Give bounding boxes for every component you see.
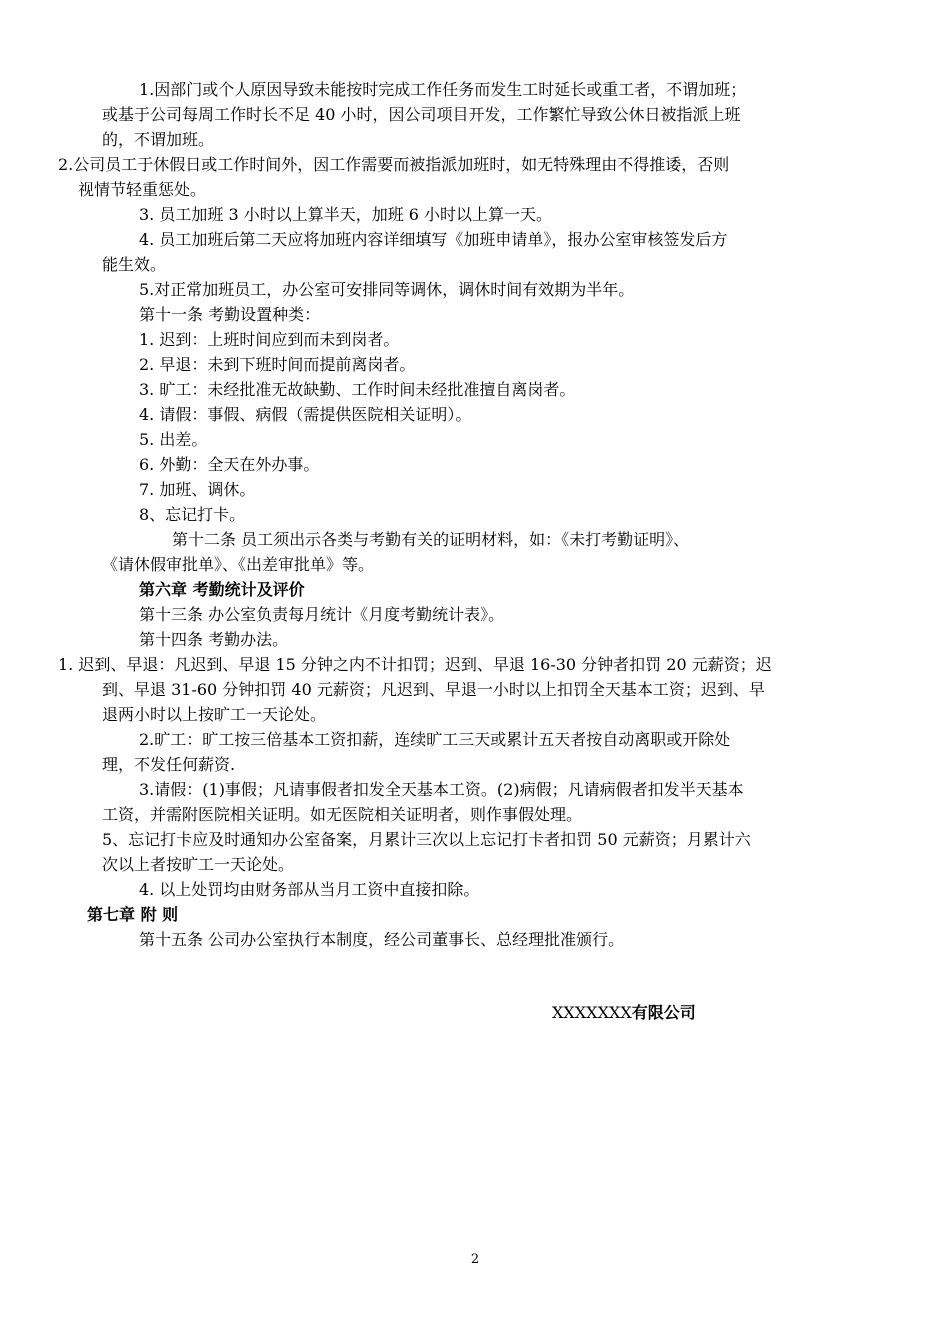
text-line: 4. 以上处罚均由财务部从当月工资中直接扣除。 (139, 880, 480, 899)
article-14-heading: 第十四条 考勤办法。 (139, 630, 289, 649)
chapter-7-heading: 第七章 附 则 (87, 905, 179, 924)
text-line: 到、早退 31-60 分钟扣罚 40 元薪资；凡迟到、早退一小时以上扣罚全天基本工资；迟到、早 (102, 680, 765, 699)
text-line: 工资，并需附医院相关证明。如无医院相关证明者，则作事假处理。 (102, 805, 583, 824)
text-line: 或基于公司每周工作时长不足 40 小时，因公司项目开发，工作繁忙导致公休日被指派上班 (102, 105, 741, 124)
company-signature (552, 1000, 696, 1025)
text-line: 《请休假审批单》、《出差审批单》等。 (102, 555, 375, 574)
list-item: 2. 早退：未到下班时间而提前离岗者。 (139, 355, 416, 374)
list-item: 5. 出差。 (139, 430, 208, 449)
text-line: 1.因部门或个人原因导致未能按时完成工作任务而发生工时延长或重工者，不谓加班； (139, 80, 747, 99)
text-line: 5.对正常加班员工，办公室可安排同等调休，调休时间有效期为半年。 (139, 280, 635, 299)
text-line: 视情节轻重惩处。 (78, 180, 207, 199)
text-line: 2.公司员工于休假日或工作时间外，因工作需要而被指派加班时，如无特殊理由不得推诿，否则 (58, 155, 730, 174)
list-item: 4. 请假：事假、病假（需提供医院相关证明）。 (139, 405, 472, 424)
article-11-heading: 第十一条 考勤设置种类： (139, 305, 321, 324)
company-name-suffix: 有限公司 (631, 1003, 696, 1022)
text-line: 次以上者按旷工一天论处。 (102, 855, 295, 874)
text-line: 能生效。 (102, 255, 167, 274)
article-12-text: 第十二条 员工须出示各类与考勤有关的证明材料，如：《未打考勤证明》、 (172, 530, 690, 549)
text-line: 1. 迟到、早退：凡迟到、早退 15 分钟之内不计扣罚；迟到、早退 16-30 分钟者扣罚 20 元薪资；迟 (58, 655, 772, 674)
article-15-text: 第十五条 公司办公室执行本制度，经公司董事长、总经理批准颁行。 (139, 930, 625, 949)
text-line: 理，不发任何薪资. (102, 755, 236, 774)
text-line: 的，不谓加班。 (102, 130, 215, 149)
list-item: 6. 外勤：全天在外办事。 (139, 455, 320, 474)
list-item: 1. 迟到：上班时间应到而未到岗者。 (139, 330, 400, 349)
text-line: 退两小时以上按旷工一天论处。 (102, 705, 327, 724)
article-13-text: 第十三条 办公室负责每月统计《月度考勤统计表》。 (139, 605, 505, 624)
text-line: 4. 员工加班后第二天应将加班内容详细填写《加班申请单》，报办公室审核签发后方 (139, 230, 728, 249)
text-line: 2.旷工：旷工按三倍基本工资扣薪，连续旷工三天或累计五天者按自动离职或开除处 (139, 730, 731, 749)
text-line: 3.请假：(1)事假；凡请事假者扣发全天基本工资。(2)病假；凡请病假者扣发半天基本 (139, 780, 744, 799)
company-name-placeholder: XXXXXXX (552, 1003, 632, 1022)
chapter-6-heading: 第六章 考勤统计及评价 (139, 580, 305, 599)
text-line: 3. 员工加班 3 小时以上算半天，加班 6 小时以上算一天。 (139, 205, 553, 224)
list-item: 3. 旷工：未经批准无故缺勤、工作时间未经批准擅自离岗者。 (139, 380, 576, 399)
list-item: 8、忘记打卡。 (139, 505, 246, 524)
list-item: 7. 加班、调休。 (139, 480, 256, 499)
text-line: 5、忘记打卡应及时通知办公室备案，月累计三次以上忘记打卡者扣罚 50 元薪资；月累计六 (102, 830, 751, 849)
page-number: 2 (470, 1252, 480, 1267)
